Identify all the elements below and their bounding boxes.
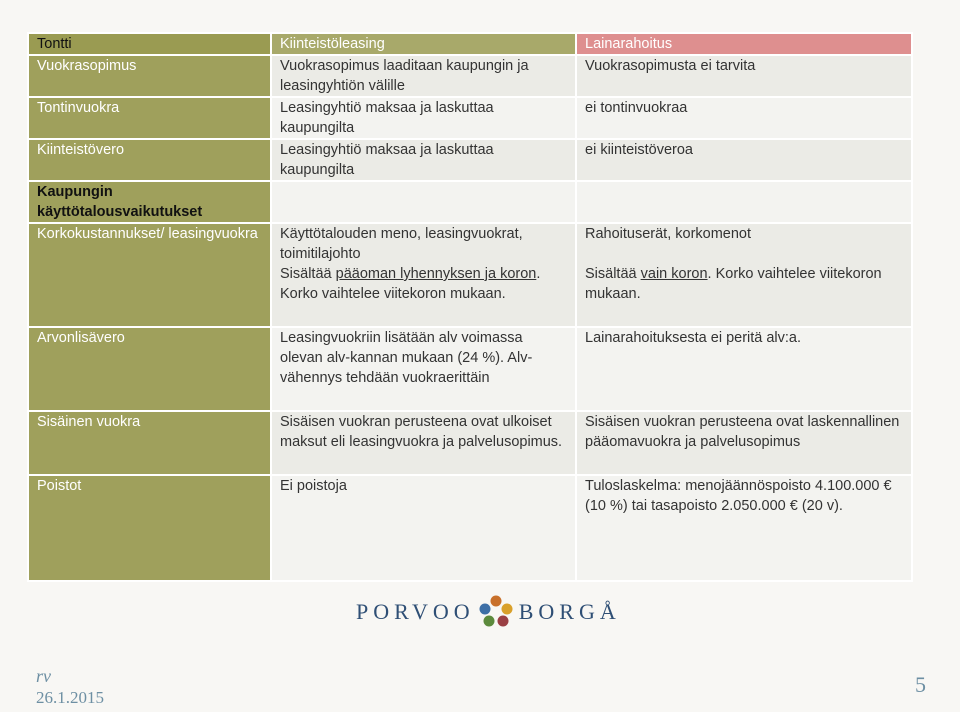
porvoo-borga-logo [356, 594, 621, 630]
leasing-cell [271, 327, 576, 411]
leasing-text: Ei poistoja [280, 478, 347, 494]
leasing-cell [271, 411, 576, 475]
leasing-note-post: . Korko vaihtelee viitekoron mukaan. [280, 266, 541, 302]
leasing-text: Vuokrasopimus laaditaan kaupungin ja leasingyhtiön välille [280, 58, 529, 94]
table-row [28, 223, 912, 327]
leasing-text: Leasingvuokriin lisätään alv voimassa olevan alv-kannan mukaan (24 %). Alv-vähennys tehdään vuokraerittäin [280, 330, 533, 386]
leasing-cell [271, 475, 576, 581]
loan-cell [576, 223, 912, 327]
leasing-text: Sisäisen vuokran perusteena ovat ulkoiset maksut eli leasingvuokra ja palvelusopimus. [280, 414, 563, 450]
leasing-cell [271, 97, 576, 139]
row-label-kayttotalousvaikutukset: Kaupungin käyttötalousvaikutukset [28, 181, 271, 223]
table-row [28, 97, 912, 139]
table-row [28, 139, 912, 181]
loan-note-underlined: vain koron [640, 266, 708, 282]
loan-text: Lainarahoituksesta ei peritä alv:a. [585, 330, 802, 346]
loan-text: ei tontinvuokraa [585, 100, 688, 116]
footer-date: 26.1.2015 [36, 688, 104, 707]
author-initials: rv [36, 666, 51, 686]
table-row [28, 327, 912, 411]
loan-text: Tuloslaskelma: menojäännöspoisto 4.100.000 € (10 %) tai tasapoisto 2.050.000 € (20 v). [585, 478, 892, 514]
leasing-text: Leasingyhtiö maksaa ja laskuttaa kaupungilta [280, 142, 494, 178]
loan-cell [576, 411, 912, 475]
loan-text: Sisäisen vuokran perusteena ovat laskennallinen pääomavuokra ja palvelusopimus [585, 414, 900, 450]
footer-info [36, 665, 104, 709]
leasing-text: Käyttötalouden meno, leasingvuokrat, toimitilajohto [280, 226, 523, 262]
loan-cell [576, 327, 912, 411]
leasing-note [280, 264, 567, 304]
loan-note-post: . Korko vaihtelee viitekoron mukaan. [585, 266, 882, 302]
leasing-cell [271, 139, 576, 181]
loan-cell [576, 55, 912, 97]
loan-note [585, 264, 903, 304]
table-row [28, 55, 912, 97]
loan-cell [576, 475, 912, 581]
table-row [28, 181, 912, 223]
loan-text: ei kiinteistöveroa [585, 142, 693, 158]
loan-cell [576, 139, 912, 181]
loan-text: Rahoituserät, korkomenot [585, 226, 752, 242]
table-header-row [28, 33, 912, 55]
row-label-tontinvuokra: Tontinvuokra [28, 97, 271, 139]
header-tontti: Tontti [28, 33, 271, 55]
loan-cell [576, 181, 912, 223]
leasing-cell [271, 223, 576, 327]
flower-emblem-icon [477, 594, 515, 630]
table-row [28, 475, 912, 581]
row-label-vuokrasopimus: Vuokrasopimus [28, 55, 271, 97]
row-label-arvonlisavero: Arvonlisävero [28, 327, 271, 411]
logo-porvoo-text: PORVOO [356, 599, 475, 624]
leasing-text: Leasingyhtiö maksaa ja laskuttaa kaupungilta [280, 100, 494, 136]
row-label-korkokustannukset: Korkokustannukset/ leasingvuokra [28, 223, 271, 327]
leasing-cell [271, 55, 576, 97]
row-label-kiinteistovero: Kiinteistövero [28, 139, 271, 181]
comparison-table [27, 32, 913, 582]
row-label-poistot: Poistot [28, 475, 271, 581]
header-kiinteistoleasing: Kiinteistöleasing [271, 33, 576, 55]
leasing-note-pre: Sisältää [280, 266, 336, 282]
logo-borga-text: BORGÅ [518, 599, 621, 624]
table-row [28, 411, 912, 475]
leasing-cell [271, 181, 576, 223]
leasing-note-underlined: pääoman lyhennyksen ja koron [335, 266, 537, 282]
loan-cell [576, 97, 912, 139]
loan-note-pre: Sisältää [585, 266, 641, 282]
loan-text: Vuokrasopimusta ei tarvita [585, 58, 756, 74]
page-number: 5 [915, 672, 926, 697]
row-label-sisainen-vuokra: Sisäinen vuokra [28, 411, 271, 475]
header-lainarahoitus: Lainarahoitus [576, 33, 912, 55]
